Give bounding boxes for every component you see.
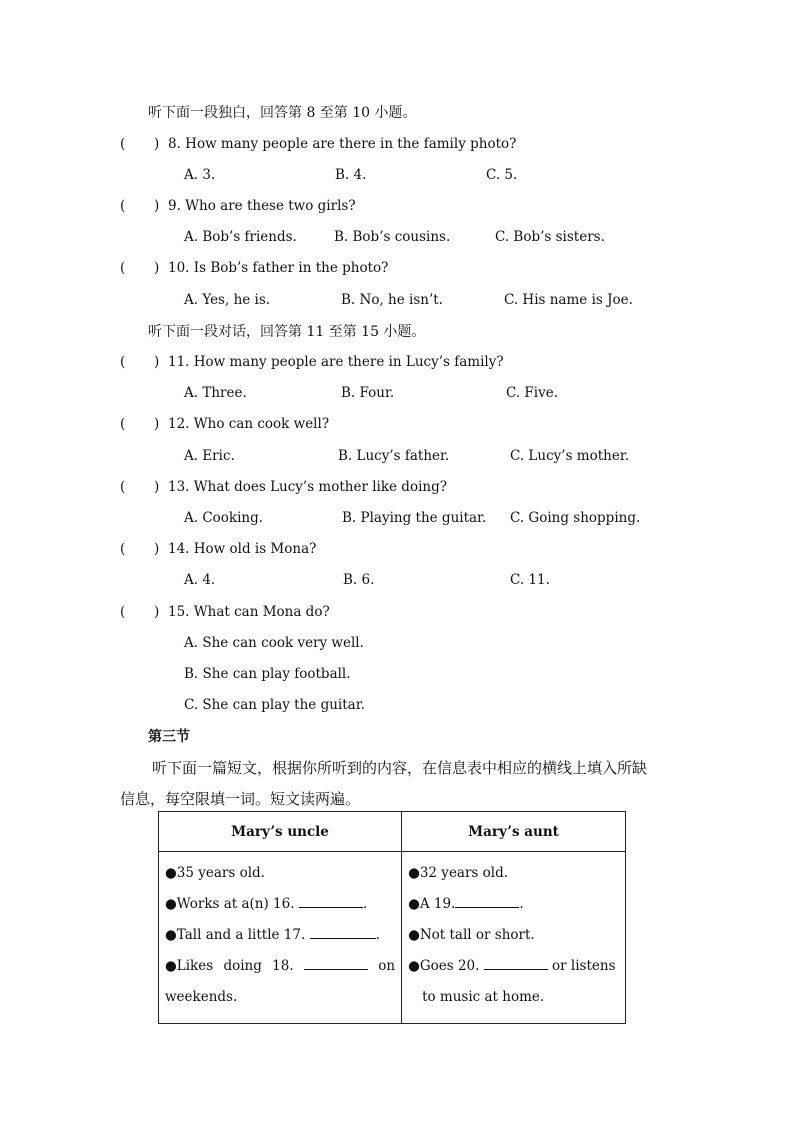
uncle-work-end: . (362, 896, 368, 912)
option-b: B. 6. (343, 572, 375, 588)
aunt-hobby-cont: to music at home. (422, 989, 545, 1005)
blank-19[interactable] (455, 893, 519, 908)
answer-paren-open: ( (120, 479, 126, 495)
section-3-paragraph-line-2: 信息，每空限填一词。短文读两遍。 (120, 790, 361, 808)
option-b: B. Playing the guitar. (342, 510, 487, 526)
answer-paren-open: ( (120, 136, 126, 152)
section-intro-11-15: 听下面一段对话，回答第 11 至第 15 小题。 (148, 324, 426, 340)
uncle-appearance-text: ●Tall and a little 17. (165, 927, 310, 943)
uncle-appearance-end: . (375, 927, 380, 943)
option-c: C. Bob’s sisters. (495, 229, 605, 245)
answer-paren-open: ( (120, 541, 126, 557)
option-a: A. 3. (184, 167, 216, 183)
question-text: 11. How many people are there in Lucy’s family? (168, 354, 504, 370)
answer-paren-close: ) (154, 260, 160, 276)
option-a: A. She can cook very well. (184, 635, 364, 651)
uncle-work (165, 889, 395, 920)
aunt-age: ●32 years old. (408, 865, 509, 881)
answer-paren-close: ) (154, 479, 160, 495)
option-a: A. Bob’s friends. (184, 229, 297, 245)
table-body-row (159, 852, 626, 1024)
question-text: 10. Is Bob’s father in the photo? (168, 260, 389, 276)
option-b: B. She can play football. (184, 666, 351, 682)
options-11 (0, 385, 794, 405)
options-10 (0, 292, 794, 312)
answer-paren-open: ( (120, 604, 126, 620)
option-b: B. Lucy’s father. (338, 448, 450, 464)
answer-paren-close: ) (154, 354, 160, 370)
option-b: B. 4. (335, 167, 367, 183)
options-12 (0, 448, 794, 468)
aunt-hobby-end: or listens (547, 958, 616, 974)
aunt-hobby (408, 951, 619, 982)
uncle-hobby-end: on (367, 958, 396, 974)
answer-paren-open: ( (120, 354, 126, 370)
option-a: A. 4. (184, 572, 216, 588)
answer-paren-close: ) (154, 198, 160, 214)
header-marys-uncle: Mary’s uncle (159, 812, 402, 852)
uncle-info-cell (159, 852, 402, 1024)
header-marys-aunt: Mary’s aunt (402, 812, 626, 852)
uncle-age: ●35 years old. (165, 865, 265, 881)
info-table (158, 811, 626, 1024)
aunt-hobby-text: ●Goes 20. (408, 958, 484, 974)
answer-paren-open: ( (120, 416, 126, 432)
options-9 (0, 229, 794, 249)
uncle-hobby-cont: weekends. (165, 989, 238, 1005)
question-text: 14. How old is Mona? (168, 541, 317, 557)
option-a: A. Eric. (184, 448, 235, 464)
option-c: C. His name is Joe. (504, 292, 633, 308)
question-10 (120, 260, 720, 280)
options-13 (0, 510, 794, 530)
question-15 (120, 604, 720, 624)
question-text: 13. What does Lucy’s mother like doing? (168, 479, 447, 495)
option-a: A. Yes, he is. (184, 292, 271, 308)
option-c: C. She can play the guitar. (184, 697, 365, 713)
option-c: C. Going shopping. (510, 510, 641, 526)
table-header-row (159, 812, 626, 852)
option-c: C. 5. (486, 167, 518, 183)
aunt-job-text: ●A 19. (408, 896, 456, 912)
options-14 (0, 572, 794, 592)
question-text: 9. Who are these two girls? (168, 198, 356, 214)
uncle-appearance (165, 920, 395, 951)
option-a: A. Cooking. (184, 510, 264, 526)
section-3-paragraph-line-1: 听下面一篇短文，根据你所听到的内容，在信息表中相应的横线上填入所缺 (152, 759, 648, 777)
answer-paren-open: ( (120, 198, 126, 214)
answer-paren-close: ) (154, 136, 160, 152)
question-text: 12. Who can cook well? (168, 416, 330, 432)
uncle-work-text: ●Works at a(n) 16. (165, 896, 299, 912)
aunt-appearance: ●Not tall or short. (408, 927, 535, 943)
uncle-hobby (165, 951, 395, 982)
section-3-title: 第三节 (148, 729, 190, 745)
aunt-job (408, 889, 619, 920)
options-8 (0, 167, 794, 187)
blank-18[interactable] (304, 955, 368, 970)
option-c: C. Lucy’s mother. (510, 448, 630, 464)
question-text: 15. What can Mona do? (168, 604, 330, 620)
option-c: C. Five. (506, 385, 559, 401)
question-14 (120, 541, 720, 561)
question-9 (120, 198, 720, 218)
option-b: B. Four. (341, 385, 395, 401)
answer-paren-open: ( (120, 260, 126, 276)
blank-20[interactable] (484, 955, 548, 970)
answer-paren-close: ) (154, 604, 160, 620)
question-13 (120, 479, 720, 499)
blank-16[interactable] (299, 893, 363, 908)
question-8 (120, 136, 720, 156)
answer-paren-close: ) (154, 416, 160, 432)
option-c: C. 11. (510, 572, 550, 588)
blank-17[interactable] (310, 924, 376, 939)
question-11 (120, 354, 720, 374)
aunt-job-end: . (519, 896, 524, 912)
option-a: A. Three. (184, 385, 247, 401)
option-b: B. No, he isn’t. (341, 292, 443, 308)
question-12 (120, 416, 720, 436)
aunt-info-cell (402, 852, 626, 1024)
answer-paren-close: ) (154, 541, 160, 557)
section-intro-8-10: 听下面一段独白，回答第 8 至第 10 小题。 (148, 105, 417, 121)
uncle-hobby-text: ●Likes doing 18. (165, 958, 304, 974)
question-text: 8. How many people are there in the family photo? (168, 136, 517, 152)
option-b: B. Bob’s cousins. (334, 229, 451, 245)
